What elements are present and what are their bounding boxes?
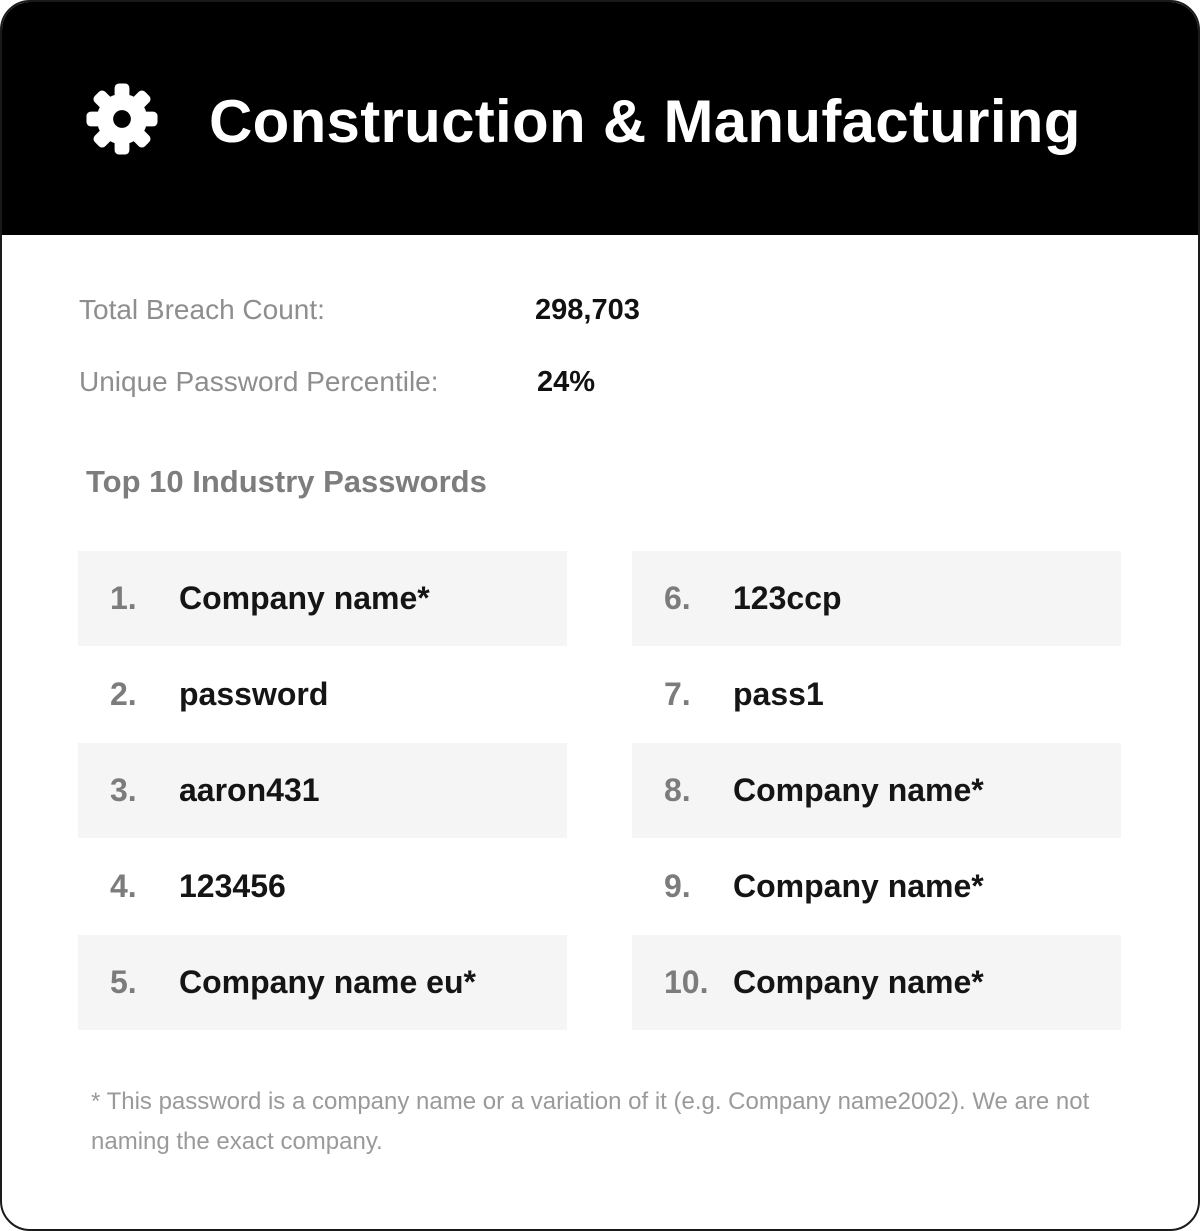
rank: 1. <box>110 580 137 616</box>
rank: 8. <box>664 772 691 808</box>
rank: 3. <box>110 772 137 808</box>
password-row-4 <box>78 839 567 934</box>
password: pass1 <box>733 676 824 712</box>
rank: 5. <box>110 964 137 1000</box>
gear-icon <box>85 82 159 156</box>
password: Company name* <box>179 580 430 616</box>
password: Company name* <box>733 964 984 1000</box>
footnote: * This password is a company name or a variation of it (e.g. Company name2002). We are not naming the exact company. <box>91 1088 1090 1155</box>
rank: 4. <box>110 868 137 904</box>
password-row-10 <box>632 935 1121 1030</box>
password: Company name* <box>733 868 984 904</box>
unique-password-percentile-value: 24% <box>537 366 596 398</box>
password-row-3 <box>78 743 567 838</box>
password-row-1 <box>78 551 567 646</box>
section-title: Top 10 Industry Passwords <box>86 464 487 499</box>
password: 123456 <box>179 868 286 904</box>
password: Company name* <box>733 772 984 808</box>
card-header <box>2 2 1198 235</box>
unique-password-percentile-label: Unique Password Percentile: <box>79 366 439 397</box>
total-breach-count-label: Total Breach Count: <box>79 294 325 325</box>
rank: 7. <box>664 676 691 712</box>
rank: 9. <box>664 868 691 904</box>
total-breach-count-value: 298,703 <box>535 294 640 326</box>
rank: 6. <box>664 580 691 616</box>
password-row-6 <box>632 551 1121 646</box>
rank: 10. <box>664 964 709 1000</box>
password-row-7 <box>632 647 1121 742</box>
password: aaron431 <box>179 772 320 808</box>
password: 123ccp <box>733 580 842 616</box>
password-row-5 <box>78 935 567 1030</box>
password-row-9 <box>632 839 1121 934</box>
page-title: Construction & Manufacturing <box>209 88 1081 155</box>
password-row-2 <box>78 647 567 742</box>
password-row-8 <box>632 743 1121 838</box>
password: Company name eu* <box>179 964 476 1000</box>
rank: 2. <box>110 676 137 712</box>
password: password <box>179 676 329 712</box>
